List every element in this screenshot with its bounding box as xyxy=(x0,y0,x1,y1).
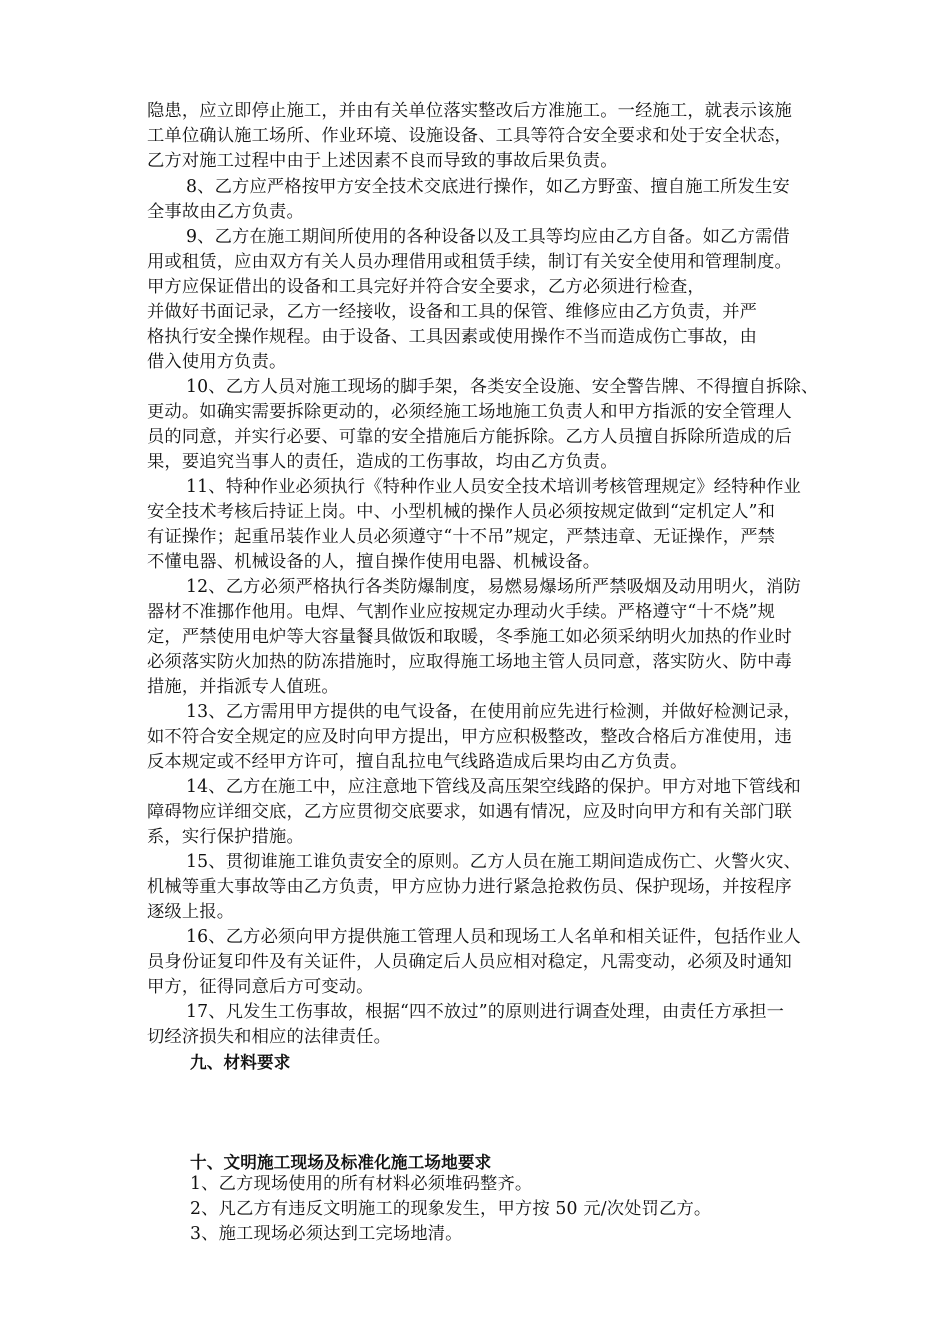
list-item: 1、乙方现场使用的所有材料必须堆码整齐。 xyxy=(190,1174,533,1194)
text-line: 系，实行保护措施。 xyxy=(147,827,304,847)
text-line: 用或租赁，应由双方有关人员办理借用或租赁手续，制订有关安全使用和管理制度。 xyxy=(147,252,792,272)
text-line: 乙方对施工过程中由于上述因素不良而导致的事故后果负责。 xyxy=(147,151,618,171)
text-line: 机械等重大事故等由乙方负责，甲方应协力进行紧急抢救伤员、保护现场，并按程序 xyxy=(147,877,792,897)
text-line: 11、特种作业必须执行《特种作业人员安全技术培训考核管理规定》经特种作业 xyxy=(186,477,801,497)
text-line: 13、乙方需用甲方提供的电气设备，在使用前应先进行检测，并做好检测记录， xyxy=(186,702,801,722)
text-line: 如不符合安全规定的应及时向甲方提出，甲方应积极整改，整改合格后方准使用，违 xyxy=(147,727,792,747)
list-item: 2、凡乙方有违反文明施工的现象发生，甲方按 50 元/次处罚乙方。 xyxy=(190,1199,712,1219)
text-line: 借入使用方负责。 xyxy=(147,352,287,372)
text-line: 工单位确认施工场所、作业环境、设施设备、工具等符合安全要求和处于安全状态， xyxy=(147,126,792,146)
text-line: 并做好书面记录，乙方一经接收，设备和工具的保管、维修应由乙方负责，并严 xyxy=(147,302,758,322)
text-line: 切经济损失和相应的法律责任。 xyxy=(147,1027,392,1047)
text-line: 器材不准挪作他用。电焊、气割作业应按规定办理动火手续。严格遵守“十不烧”规 xyxy=(147,602,776,622)
text-line: 反本规定或不经甲方许可，擅自乱拉电气线路造成后果均由乙方负责。 xyxy=(147,752,688,772)
text-line: 员的同意，并实行必要、可靠的安全措施后方能拆除。乙方人员擅自拆除所造成的后 xyxy=(147,427,792,447)
text-line: 员身份证复印件及有关证件，人员确定后人员应相对稳定，凡需变动，必须及时通知 xyxy=(147,952,792,972)
text-line: 不懂电器、机械设备的人，擅自操作使用电器、机械设备。 xyxy=(147,552,601,572)
text-line: 定，严禁使用电炉等大容量餐具做饭和取暖，冬季施工如必须采纳明火加热的作业时 xyxy=(147,627,792,647)
text-line: 14、乙方在施工中，应注意地下管线及高压架空线路的保护。甲方对地下管线和 xyxy=(186,777,801,797)
text-line: 果，要追究当事人的责任，造成的工伤事故，均由乙方负责。 xyxy=(147,452,618,472)
section-heading: 十、文明施工现场及标准化施工场地要求 xyxy=(190,1153,492,1172)
text-line: 全事故由乙方负责。 xyxy=(147,202,304,222)
text-line: 16、乙方必须向甲方提供施工管理人员和现场工人名单和相关证件，包括作业人 xyxy=(186,927,801,947)
text-line: 更动。如确实需要拆除更动的，必须经施工场地施工负责人和甲方指派的安全管理人 xyxy=(147,402,792,422)
text-line: 逐级上报。 xyxy=(147,902,235,922)
text-line: 障碍物应详细交底，乙方应贯彻交底要求，如遇有情况，应及时向甲方和有关部门联 xyxy=(147,802,792,822)
text-line: 9、乙方在施工期间所使用的各种设备以及工具等均应由乙方自备。如乙方需借 xyxy=(186,227,790,247)
text-line: 措施，并指派专人值班。 xyxy=(147,677,339,697)
text-line: 安全技术考核后持证上岗。中、小型机械的操作人员必须按规定做到“定机定人”和 xyxy=(147,502,776,522)
text-line: 15、贯彻谁施工谁负责安全的原则。乙方人员在施工期间造成伤亡、火警火灾、 xyxy=(186,852,801,872)
text-line: 甲方应保证借出的设备和工具完好并符合安全要求，乙方必须进行检查， xyxy=(147,277,705,297)
text-line: 格执行安全操作规程。由于设备、工具因素或使用操作不当而造成伤亡事故，由 xyxy=(147,327,758,347)
text-line: 有证操作；起重吊装作业人员必须遵守“十不吊”规定，严禁违章、无证操作，严禁 xyxy=(147,527,776,547)
text-line: 17、凡发生工伤事故，根据“四不放过”的原则进行调查处理，由责任方承担一 xyxy=(186,1002,785,1022)
section-heading: 九、材料要求 xyxy=(190,1053,291,1072)
text-line: 8、乙方应严格按甲方安全技术交底进行操作，如乙方野蛮、擅自施工所发生安 xyxy=(186,177,790,197)
text-line: 10、乙方人员对施工现场的脚手架，各类安全设施、安全警告牌、不得擅自拆除、 xyxy=(186,377,819,397)
text-line: 12、乙方必须严格执行各类防爆制度，易燃易爆场所严禁吸烟及动用明火，消防 xyxy=(186,577,801,597)
text-line: 隐患，应立即停止施工，并由有关单位落实整改后方准施工。一经施工，就表示该施 xyxy=(147,101,792,121)
text-line: 必须落实防火加热的防冻措施时，应取得施工场地主管人员同意，落实防火、防中毒 xyxy=(147,652,792,672)
text-line: 甲方，征得同意后方可变动。 xyxy=(147,977,374,997)
list-item: 3、施工现场必须达到工完场地清。 xyxy=(190,1224,463,1244)
